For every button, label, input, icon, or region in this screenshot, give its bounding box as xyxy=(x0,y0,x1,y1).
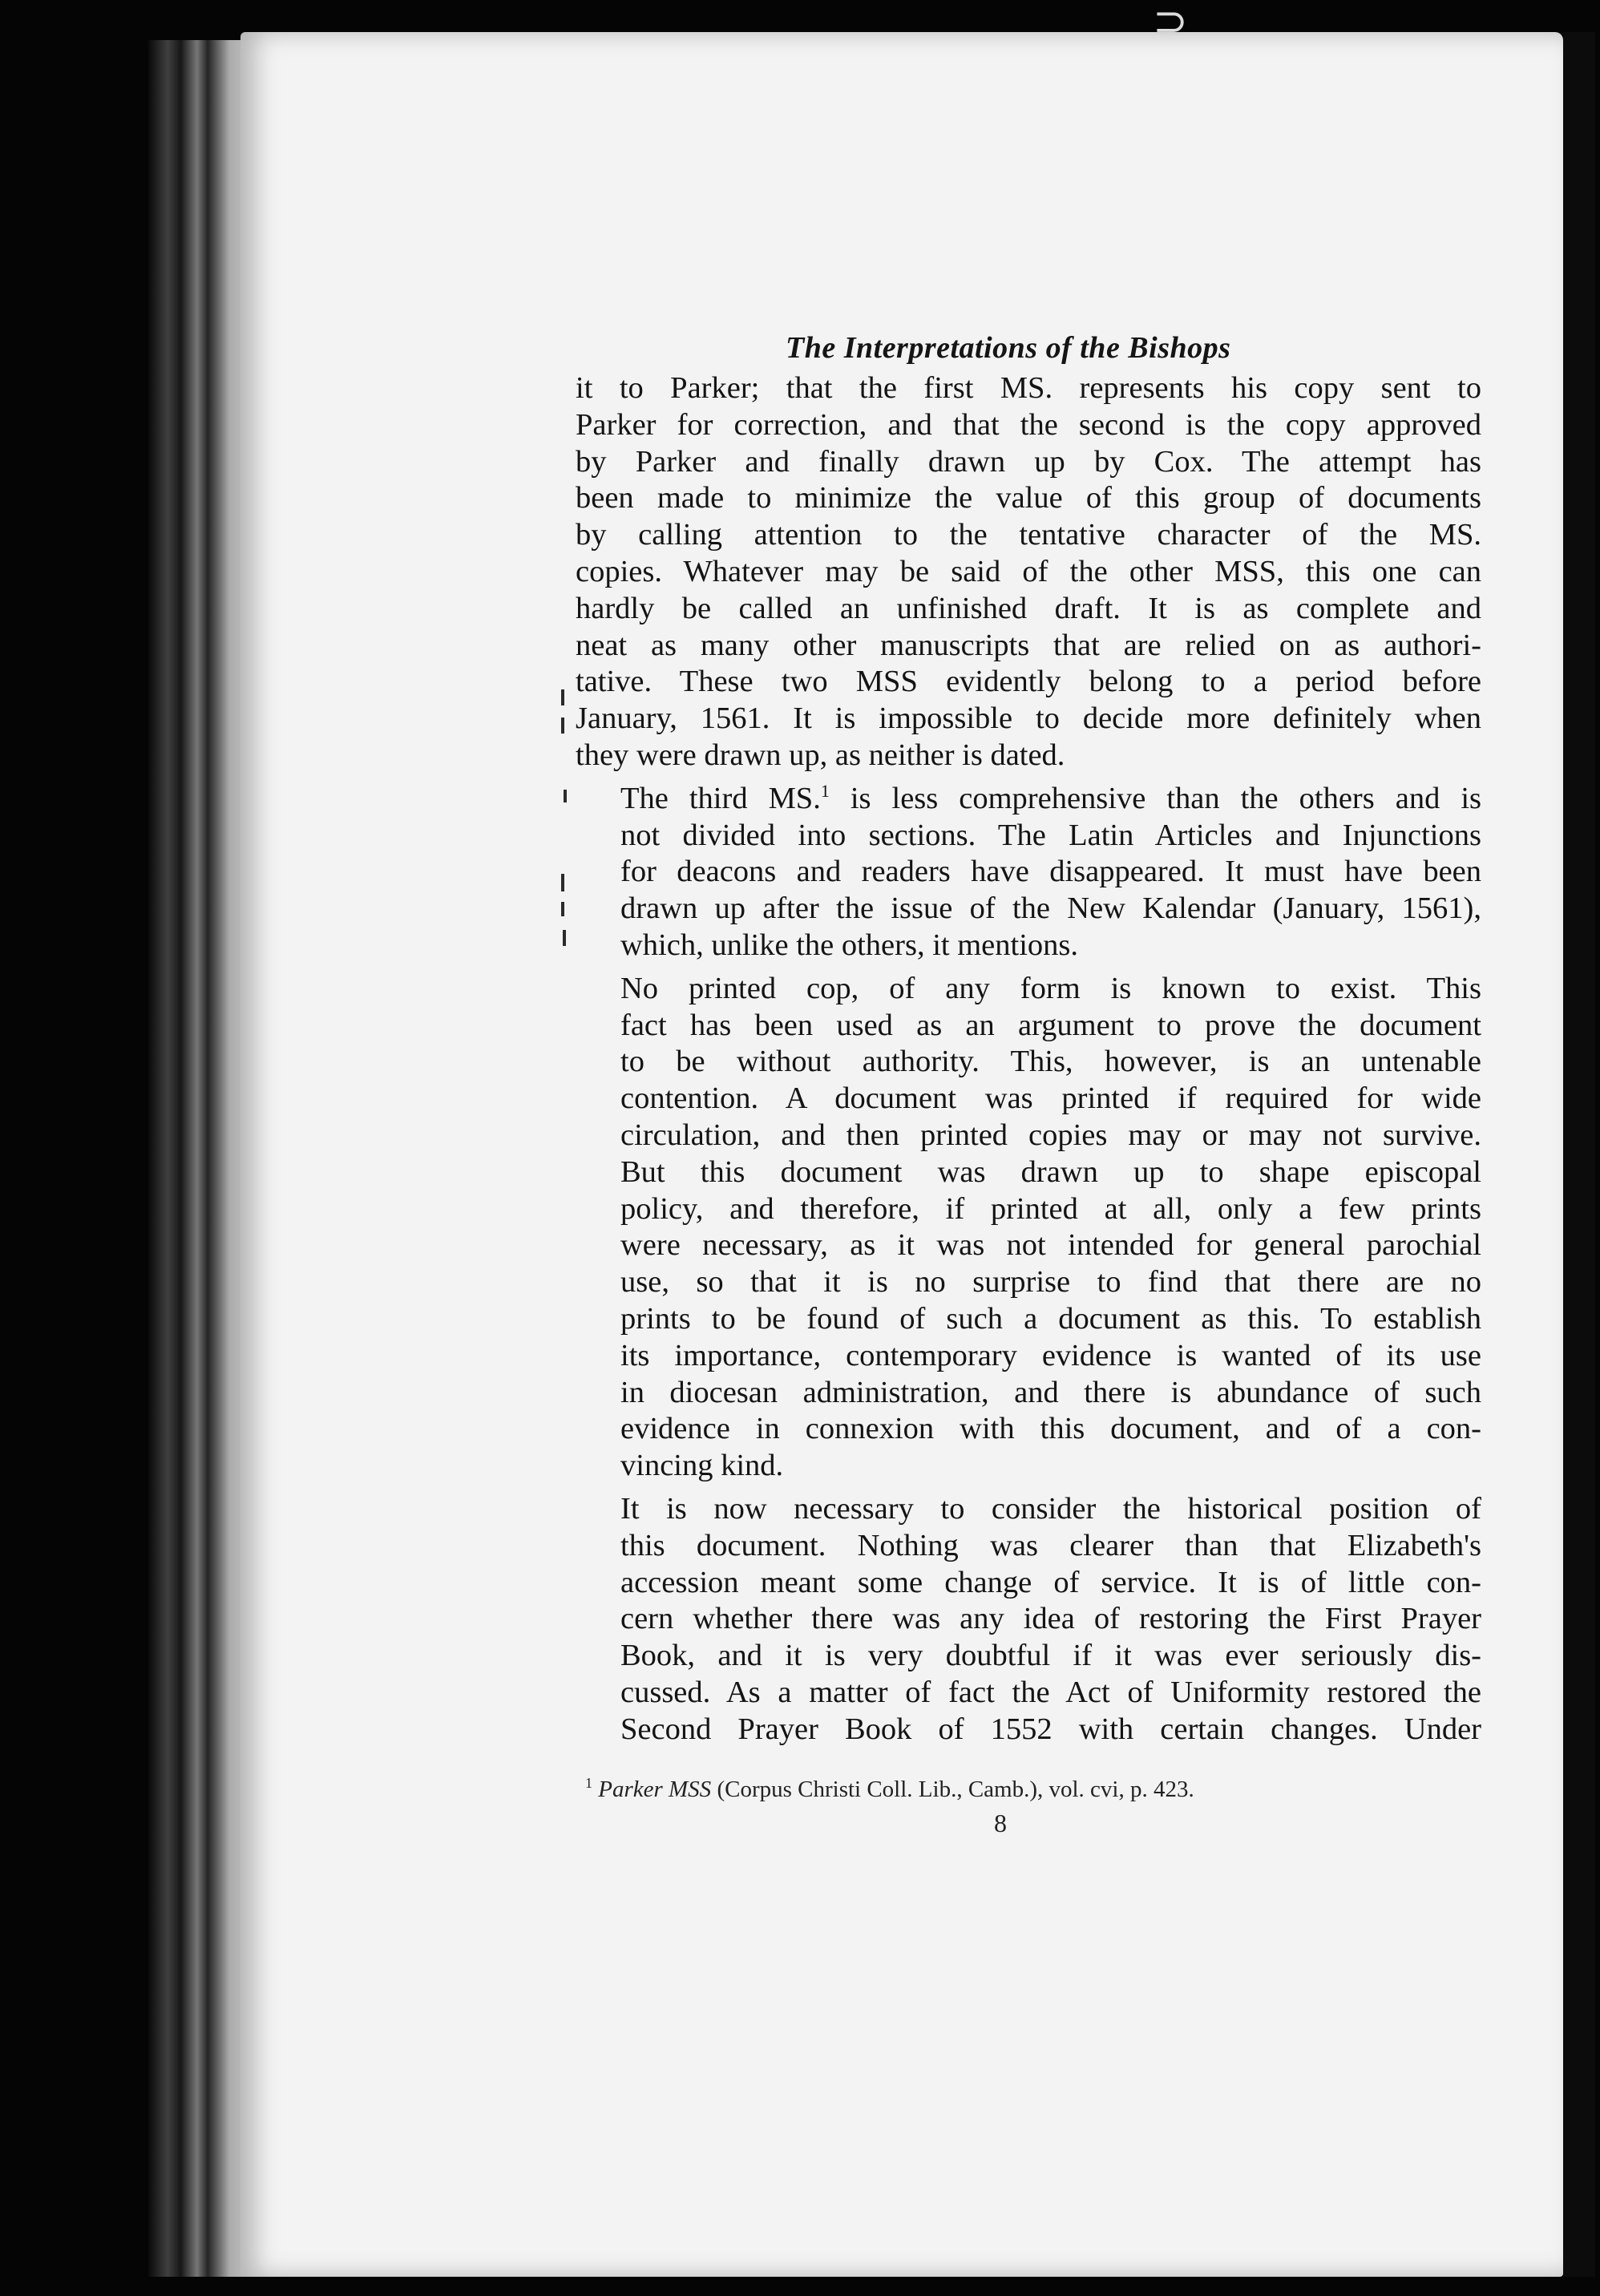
text-line: this document. Nothing was clearer than that Elizabeth's xyxy=(620,1528,1481,1562)
text-line: circulation, and then printed copies may or may not survive. xyxy=(620,1118,1481,1152)
text-line: cern whether there was any idea of restoring the First Prayer xyxy=(620,1602,1481,1636)
text-line: not divided into sections. The Latin Articles and Injunctions xyxy=(620,818,1481,852)
text-line: fact has been used as an argument to prove the document xyxy=(620,1008,1481,1042)
text-line: contention. A document was printed if required for wide xyxy=(620,1081,1481,1116)
text-line: use, so that it is no surprise to find that there are no xyxy=(620,1265,1481,1300)
text-line: cussed. As a matter of fact the Act of Uniformity restored the xyxy=(620,1675,1481,1709)
text-line: were necessary, as it was not intended for general parochial xyxy=(620,1228,1481,1263)
paragraph-2 xyxy=(576,781,1481,964)
margin-mark xyxy=(561,689,564,705)
margin-mark xyxy=(563,930,566,946)
text-fragment: is less comprehensive than the others and is xyxy=(829,781,1481,815)
margin-mark xyxy=(561,718,564,734)
text-line: they were drawn up, as neither is dated. xyxy=(576,738,1065,772)
text-line: drawn up after the issue of the New Kalendar (January, 1561), xyxy=(620,891,1481,926)
text-line: January, 1561. It is impossible to decide more definitely when xyxy=(576,701,1481,736)
margin-mark xyxy=(561,902,564,916)
text-line: evidence in connexion with this document, and of a con- xyxy=(620,1412,1481,1446)
text-line: its importance, contemporary evidence is wanted of its use xyxy=(620,1338,1481,1372)
text-line: copies. Whatever may be said of the other MSS, this one can xyxy=(576,554,1481,588)
page-number: 8 xyxy=(994,1809,1007,1837)
margin-mark xyxy=(561,874,564,891)
text-line: vincing kind. xyxy=(620,1449,784,1483)
text-line: It is now necessary to consider the historical position of xyxy=(620,1491,1481,1526)
footnote xyxy=(585,1775,1194,1803)
text-line: been made to minimize the value of this group of documents xyxy=(576,481,1481,515)
text-line: neat as many other manuscripts that are relied on as authori- xyxy=(576,628,1481,662)
text-fragment: The third MS. xyxy=(620,781,821,815)
paragraph-3 xyxy=(576,971,1481,1485)
text-line: tative. These two MSS evidently belong to a period before xyxy=(576,665,1481,699)
text-line xyxy=(576,781,1481,818)
body-text xyxy=(576,370,1481,1748)
margin-mark xyxy=(564,790,567,802)
text-line: prints to be found of such a document as this. To establish xyxy=(620,1301,1481,1336)
text-line: No printed cop, of any form is known to exist. This xyxy=(620,971,1481,1005)
footnote-citation: (Corpus Christi Coll. Lib., Camb.), vol. cvi, p. 423. xyxy=(711,1777,1194,1802)
page-right-edge xyxy=(1563,32,1595,2277)
text-line: hardly be called an unfinished draft. It is as complete and xyxy=(576,591,1481,625)
scan-corner-mark: ⊃ xyxy=(1153,0,1188,46)
text-line: for deacons and readers have disappeared. It must have been xyxy=(620,855,1481,889)
text-line: in diocesan administration, and there is abundance of such xyxy=(620,1375,1481,1409)
text-line: Second Prayer Book of 1552 with certain changes. Under xyxy=(620,1712,1481,1746)
footnote-source: Parker MSS xyxy=(598,1777,712,1802)
text-line: by Parker and finally drawn up by Cox. The attempt has xyxy=(576,444,1481,479)
text-line: it to Parker; that the first MS. represents his copy sent to xyxy=(576,371,1481,405)
text-line: But this document was drawn up to shape episcopal xyxy=(620,1154,1481,1189)
running-head: The Interpretations of the Bishops xyxy=(786,331,1231,365)
text-line: which, unlike the others, it mentions. xyxy=(620,928,1078,962)
text-line: by calling attention to the tentative character of the MS. xyxy=(576,518,1481,552)
footnote-reference: 1 xyxy=(820,780,830,801)
text-line: accession meant some change of service. It is of little con- xyxy=(620,1565,1481,1599)
text-line: policy, and therefore, if printed at all, only a few prints xyxy=(620,1191,1481,1226)
text-line: Book, and it is very doubtful if it was ever seriously dis- xyxy=(620,1639,1481,1673)
text-line: to be without authority. This, however, is an untenable xyxy=(620,1045,1481,1079)
paragraph-4 xyxy=(576,1491,1481,1748)
footnote-mark: 1 xyxy=(585,1775,592,1791)
paragraph-1 xyxy=(576,370,1481,774)
text-line: Parker for correction, and that the second is the copy approved xyxy=(576,407,1481,442)
